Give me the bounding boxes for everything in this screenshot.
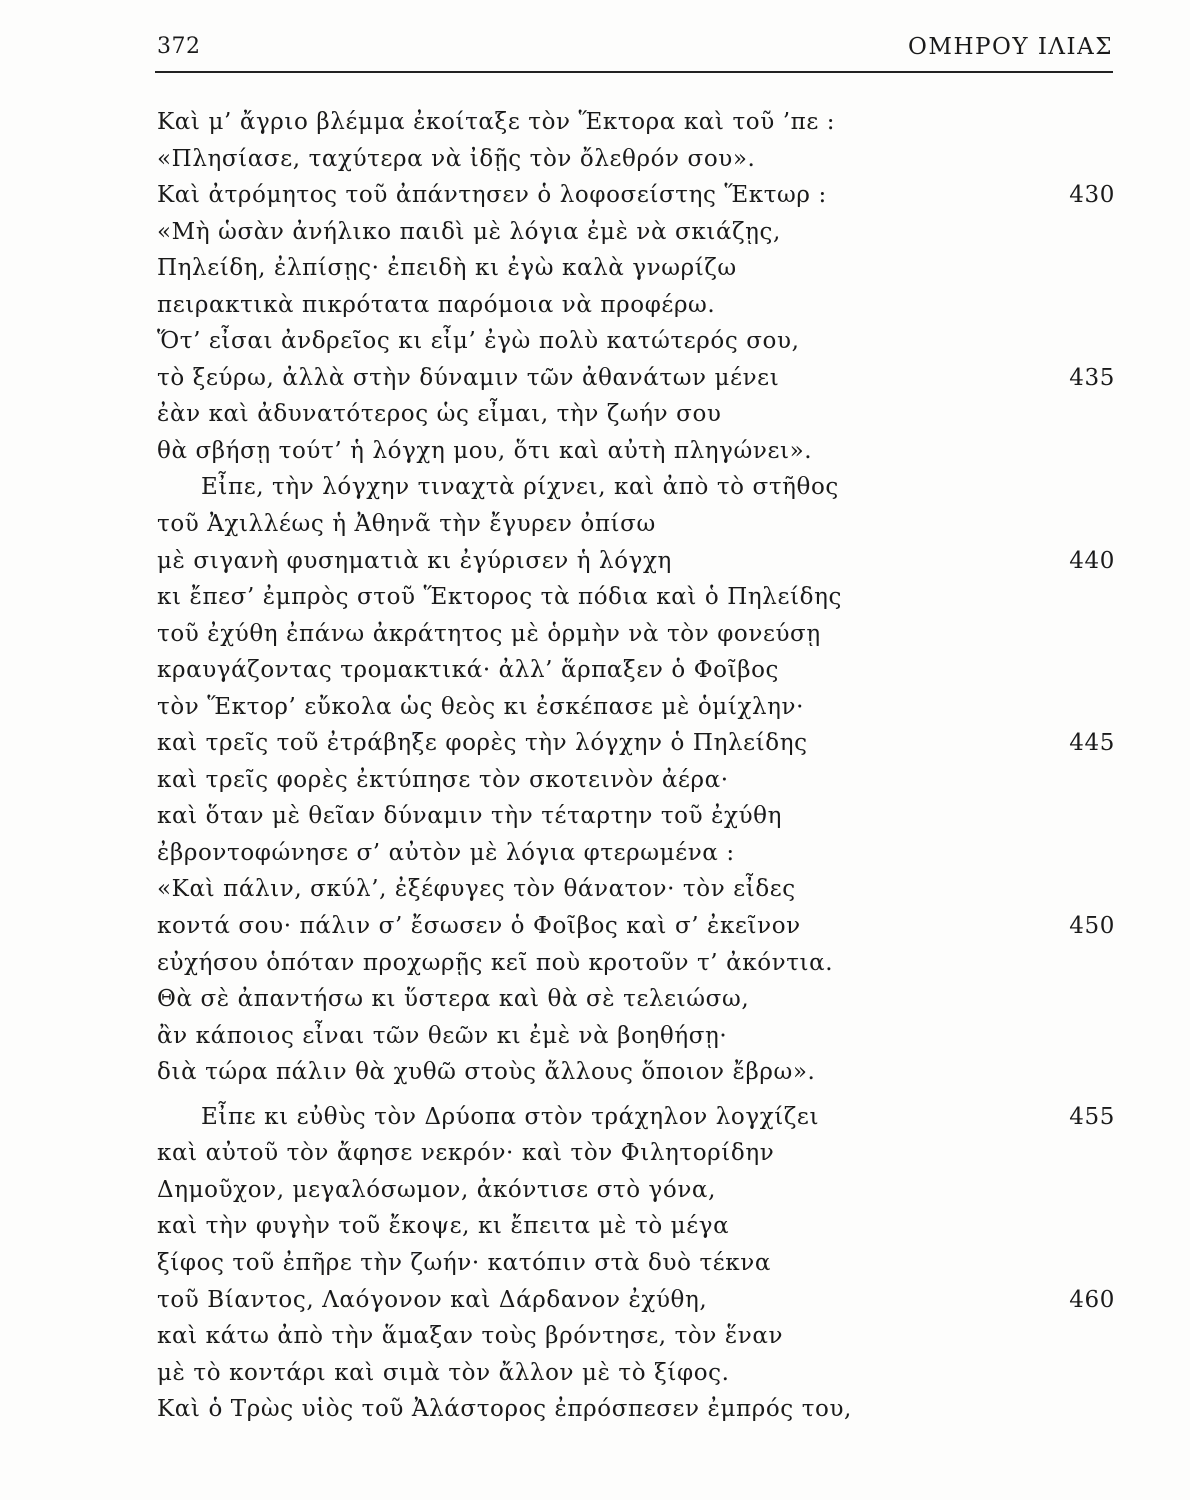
verse-line bbox=[157, 1135, 1115, 1172]
verse-line bbox=[157, 287, 1115, 324]
verse-text: μὲ σιγανὴ φυσηματιὰ κι ἐγύρισεν ἡ λόγχη bbox=[157, 547, 672, 574]
line-number: 460 bbox=[1069, 1286, 1115, 1313]
verse-text: Καὶ ὁ Τρὼς υἱὸς τοῦ Ἀλάστορος ἐπρόσπεσεν ἐμπρός του, bbox=[157, 1396, 852, 1423]
line-number: 455 bbox=[1069, 1103, 1115, 1130]
verse-text: τοῦ ἐχύθη ἐπάνω ἀκράτητος μὲ ὁρμὴν νὰ τὸν φονεύσῃ bbox=[157, 620, 821, 647]
verse-line bbox=[157, 1099, 1115, 1136]
verse-text: κραυγάζοντας τρομακτικά· ἀλλ’ ἅρπαξεν ὁ Φοῖβος bbox=[157, 657, 780, 684]
verse-text: καὶ αὐτοῦ τὸν ἄφησε νεκρόν· καὶ τὸν Φιλητορίδην bbox=[157, 1140, 775, 1167]
verse-line bbox=[157, 908, 1115, 945]
verse-text: καὶ κάτω ἀπὸ τὴν ἅμαξαν τοὺς βρόντησε, τὸν ἕναν bbox=[157, 1323, 784, 1350]
verse-block bbox=[157, 104, 1115, 1428]
verse-text: Δημοῦχον, μεγαλόσωμον, ἀκόντισε στὸ γόνα, bbox=[157, 1176, 716, 1203]
verse-text: εὐχήσου ὁπόταν προχωρῇς κεῖ ποὺ κροτοῦν τ’ ἀκόντια. bbox=[157, 949, 834, 976]
verse-text: ξίφος τοῦ ἐπῆρε τὴν ζωήν· κατόπιν στὰ δυὸ τέκνα bbox=[157, 1249, 771, 1276]
verse-text: «Μὴ ὡσὰν ἀνήλικο παιδὶ μὲ λόγια ἐμὲ νὰ σκιάζῃς, bbox=[157, 218, 781, 245]
verse-line bbox=[157, 1355, 1115, 1392]
verse-line bbox=[157, 579, 1115, 616]
verse-text: Καὶ ἀτρόμητος τοῦ ἀπάντησεν ὁ λοφοσείστης Ἕκτωρ : bbox=[157, 182, 827, 209]
verse-line bbox=[157, 141, 1115, 178]
verse-text: καὶ ὅταν μὲ θεῖαν δύναμιν τὴν τέταρτην τοῦ ἐχύθη bbox=[157, 803, 783, 830]
verse-text: τὸν Ἕκτορ’ εὔκολα ὡς θεὸς κι ἐσκέπασε μὲ ὁμίχλην· bbox=[157, 693, 805, 720]
verse-text: καὶ τρεῖς τοῦ ἐτράβηξε φορὲς τὴν λόγχην ὁ Πηλείδης bbox=[157, 730, 808, 757]
book-title: ΟΜΗΡΟΥ ΙΛΙΑΣ bbox=[908, 34, 1113, 60]
verse-text: θὰ σβήσῃ τούτ’ ἡ λόγχη μου, ὅτι καὶ αὐτὴ πληγώνει». bbox=[157, 437, 813, 464]
line-number: 430 bbox=[1069, 182, 1115, 209]
verse-line bbox=[157, 177, 1115, 214]
verse-line bbox=[157, 104, 1115, 141]
verse-text: τὸ ξεύρω, ἀλλὰ στὴν δύναμιν τῶν ἀθανάτων μένει bbox=[157, 364, 780, 391]
verse-line bbox=[157, 1318, 1115, 1355]
verse-text: «Καὶ πάλιν, σκύλ’, ἐξέφυγες τὸν θάνατον· τὸν εἶδες bbox=[157, 876, 796, 903]
line-number: 440 bbox=[1069, 547, 1115, 574]
verse-line bbox=[157, 616, 1115, 653]
line-number: 435 bbox=[1069, 364, 1115, 391]
verse-text: ἐὰν καὶ ἀδυνατότερος ὡς εἶμαι, τὴν ζωήν σου bbox=[157, 401, 722, 428]
verse-text: διὰ τώρα πάλιν θὰ χυθῶ στοὺς ἄλλους ὅποιον ἔβρω». bbox=[157, 1059, 816, 1086]
verse-line bbox=[157, 1391, 1115, 1428]
verse-line bbox=[157, 469, 1115, 506]
verse-line bbox=[157, 433, 1115, 470]
verse-line bbox=[157, 725, 1115, 762]
verse-line bbox=[157, 945, 1115, 982]
verse-line bbox=[157, 871, 1115, 908]
running-head bbox=[157, 34, 1113, 68]
verse-line bbox=[157, 1172, 1115, 1209]
verse-text: ἂν κάποιος εἶναι τῶν θεῶν κι ἐμὲ νὰ βοηθήσῃ· bbox=[157, 1022, 728, 1049]
verse-line bbox=[157, 1208, 1115, 1245]
verse-text: τοῦ Βίαντος, Λαόγονον καὶ Δάρδανον ἐχύθη, bbox=[157, 1286, 708, 1313]
verse-line bbox=[157, 1018, 1115, 1055]
verse-text: κοντά σου· πάλιν σ’ ἔσωσεν ὁ Φοῖβος καὶ σ’ ἐκεῖνον bbox=[157, 913, 801, 940]
line-number: 445 bbox=[1069, 730, 1115, 757]
verse-line bbox=[157, 762, 1115, 799]
verse-line bbox=[157, 689, 1115, 726]
verse-text: Θὰ σὲ ἀπαντήσω κι ὕστερα καὶ θὰ σὲ τελειώσω, bbox=[157, 986, 750, 1013]
verse-line bbox=[157, 506, 1115, 543]
verse-line bbox=[157, 798, 1115, 835]
verse-line bbox=[157, 214, 1115, 251]
verse-line bbox=[157, 652, 1115, 689]
verse-line bbox=[157, 250, 1115, 287]
verse-text: ἐβροντοφώνησε σ’ αὐτὸν μὲ λόγια φτερωμένα : bbox=[157, 839, 735, 866]
verse-text: τοῦ Ἀχιλλέως ἡ Ἀθηνᾶ τὴν ἔγυρεν ὀπίσω bbox=[157, 511, 656, 538]
verse-text: πειρακτικὰ πικρότατα παρόμοια νὰ προφέρω. bbox=[157, 291, 716, 318]
verse-line bbox=[157, 1282, 1115, 1319]
verse-line bbox=[157, 543, 1115, 580]
verse-line bbox=[157, 323, 1115, 360]
verse-line bbox=[157, 981, 1115, 1018]
verse-line bbox=[157, 1245, 1115, 1282]
verse-text: Καὶ μ’ ἄγριο βλέμμα ἐκοίταξε τὸν Ἕκτορα καὶ τοῦ ’πε : bbox=[157, 109, 836, 135]
verse-line bbox=[157, 396, 1115, 433]
page-number: 372 bbox=[157, 34, 201, 59]
verse-line bbox=[157, 1054, 1115, 1091]
verse-text: καὶ τὴν φυγὴν τοῦ ἔκοψε, κι ἔπειτα μὲ τὸ μέγα bbox=[157, 1213, 730, 1240]
verse-text: κι ἔπεσ’ ἐμπρὸς στοῦ Ἕκτορος τὰ πόδια καὶ ὁ Πηλείδης bbox=[157, 584, 842, 611]
verse-text: «Πλησίασε, ταχύτερα νὰ ἰδῇς τὸν ὄλεθρόν σου». bbox=[157, 145, 756, 172]
verse-text: Ὅτ’ εἶσαι ἀνδρεῖος κι εἶμ’ ἐγὼ πολὺ κατώτερός σου, bbox=[157, 328, 800, 355]
verse-line bbox=[157, 835, 1115, 872]
header-rule bbox=[155, 71, 1113, 73]
verse-text: μὲ τὸ κοντάρι καὶ σιμὰ τὸν ἄλλον μὲ τὸ ξίφος. bbox=[157, 1359, 730, 1386]
verse-text: Πηλείδη, ἐλπίσῃς· ἐπειδὴ κι ἐγὼ καλὰ γνωρίζω bbox=[157, 255, 737, 282]
verse-line bbox=[157, 360, 1115, 397]
verse-text: Εἶπε κι εὐθὺς τὸν Δρύοπα στὸν τράχηλον λογχίζει bbox=[201, 1103, 820, 1130]
verse-text: Εἶπε, τὴν λόγχην τιναχτὰ ρίχνει, καὶ ἀπὸ τὸ στῆθος bbox=[201, 474, 839, 501]
verse-text: καὶ τρεῖς φορὲς ἐκτύπησε τὸν σκοτεινὸν ἀέρα· bbox=[157, 766, 729, 793]
line-number: 450 bbox=[1069, 913, 1115, 940]
